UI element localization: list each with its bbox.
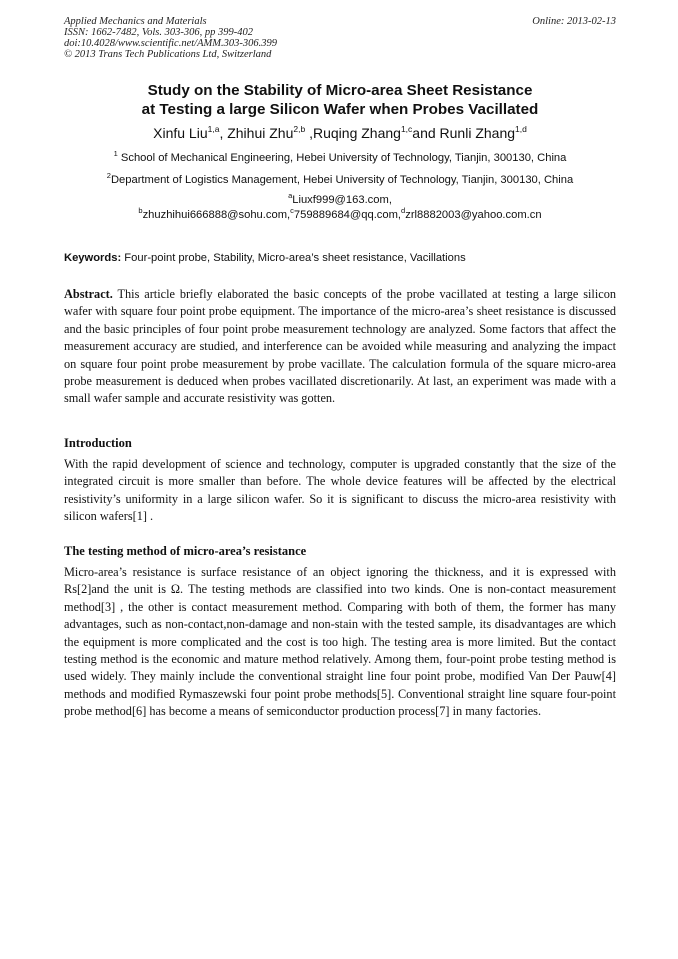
keywords — [64, 251, 616, 265]
author-affil-mark: 1,a — [207, 124, 220, 134]
section-heading-introduction: Introduction — [64, 436, 132, 450]
email-a: Liuxf999@163.com, — [292, 194, 392, 206]
author-emails: $^a$Liuxf999@163.com, $^b$zhuzhihui666888@sohu.com,$^c$759889684@qq.com,$^d$zrl8882003@yahoo.com.cn — [138, 191, 542, 221]
affiliation-2 — [64, 173, 616, 187]
affiliation-1 — [64, 151, 616, 165]
author-affil-mark: 2,b — [293, 124, 306, 134]
journal-doi: doi:10.4028/www.scientific.net/AMM.303-306.399 — [64, 38, 277, 49]
online-date: Online: 2013-02-13 — [532, 16, 616, 27]
affiliation-number: 1 — [113, 149, 118, 158]
abstract-text: This article briefly elaborated the basic concepts of the probe vacillated at testing a large silicon wafer with square four point probe equipment. The importance of the micro-area’s sheet resistance is discussed and the basic principles of four point probe measurement technology are analyzed. Some factors that affect the measurement accuracy are studied, and interference can be avoided while measuring and analyzing the impact on square four point probe measurement by probe vacillate. The calculation formula of the square micro-area probe measurement is deduced when probes vacillated discretionarily. At last, an experiment was made with a small wafer sample and accurate resistivity was gotten. — [64, 287, 616, 406]
author-affil-mark: 1,c — [400, 124, 413, 134]
section-heading-testing-method: The testing method of micro-area’s resistance — [64, 544, 307, 558]
journal-copyright: © 2013 Trans Tech Publications Ltd, Switzerland — [64, 49, 272, 60]
affiliation-text: Department of Logistics Management, Hebei University of Technology, Tianjin, 300130, China — [110, 174, 574, 186]
section-text-introduction: With the rapid development of science and technology, computer is upgraded constantly that the size of the integrated circuit is more smaller than before. The whole device features will be affected by the electrical resistivity’s uniformity in a large silicon wafer. So it is significant to discuss the micro-area resistivity with silicon wafers[1] . — [64, 457, 616, 524]
author-name: Xinfu Liu — [153, 125, 208, 141]
journal-issn: ISSN: 1662-7482, Vols. 303-306, pp 399-402 — [64, 27, 253, 38]
title-line-2: at Testing a large Silicon Wafer when Probes Vacillated — [141, 101, 539, 118]
author-separator: , — [219, 125, 228, 141]
abstract-label: Abstract. — [64, 287, 113, 301]
journal-name: Applied Mechanics and Materials — [64, 16, 207, 27]
affiliation-text: School of Mechanical Engineering, Hebei University of Technology, Tianjin, 300130, China — [120, 152, 567, 164]
author-affil-mark: 1,d — [515, 124, 527, 134]
abstract — [64, 286, 616, 408]
keywords-label: Keywords: — [64, 252, 122, 264]
author-name: and Runli Zhang — [412, 125, 516, 141]
keywords-text: Four-point probe, Stability, Micro-area’s sheet resistance, Vacillations — [121, 252, 466, 264]
email-b: zhuzhihui666888@sohu.com, — [142, 209, 291, 221]
author-list — [64, 124, 616, 142]
title-line-1: Study on the Stability of Micro-area Sheet Resistance — [147, 82, 533, 99]
author-name: Ruqing Zhang — [312, 125, 401, 141]
author-name: Zhihui Zhu — [227, 125, 294, 141]
section-text-testing-method: Micro-area’s resistance is surface resistance of an object ignoring the thickness, and it is expressed with Rs[2]and the unit is Ω. The testing methods are classified into two kinds. One is non-contact measurement method[3] , the other is contact measurement method. Comparing with both of them, the former has many advantages, such as non-contact,non-damage and non-stain with the tested sample, its disadvantages are which the equipment is more complicated and the cost is too high. The testing area is more limited. But the contact testing method is the economic and mature method relatively. Among them, four-point probe testing method is used widely. They mainly include the conventional straight line four point probe, modified Van Der Pauw[4] methods and modified Rymaszewski four point probe methods[5]. Conventional straight line square four-point probe method[6] has become a means of semiconductor production process[7] in many factories. — [64, 565, 616, 719]
email-c: 759889684@qq.com, — [293, 209, 402, 221]
affiliation-number: 2 — [106, 171, 111, 180]
paper-title — [64, 81, 616, 119]
email-d: zrl8882003@yahoo.com.cn — [405, 209, 542, 221]
author-separator: , — [305, 125, 313, 141]
journal-header — [64, 16, 616, 60]
